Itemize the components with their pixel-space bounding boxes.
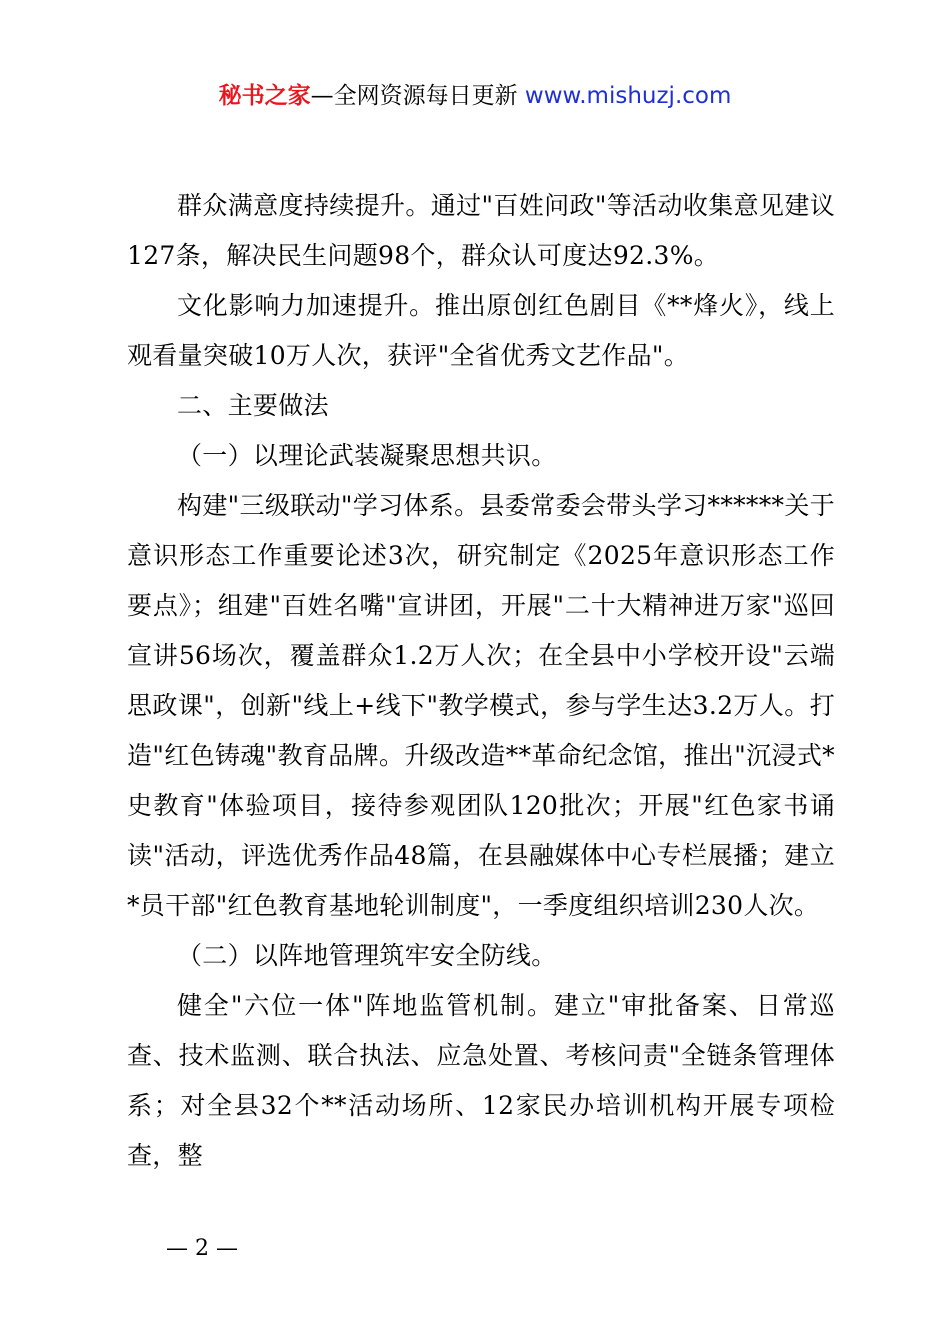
site-brand: 秘书之家 (218, 83, 311, 109)
paragraph-satisfaction: 群众满意度持续提升。通过"百姓问政"等活动收集意见建议127条，解决民生问题98个，群众认可度达92.3%。 (127, 191, 835, 270)
paragraph-supervision: 健全"六位一体"阵地监管机制。建立"审批备案、日常巡查、技术监测、联合执法、应急处置、考核问责"全链条管理体系；对全县32个**活动场所、12家民办培训机构开展专项检查，整 (127, 991, 835, 1170)
page-number: — 2 — (166, 1236, 238, 1261)
section-heading-main-practices: 二、主要做法 (177, 391, 329, 420)
subsection-heading-theory: （一）以理论武装凝聚思想共识。 (177, 441, 557, 470)
paragraph-learning-system: 构建"三级联动"学习体系。县委常委会带头学习******关于意识形态工作重要论述3次，研究制定《2025年意识形态工作要点》；组建"百姓名嘴"宣讲团，开展"二十大精神进万家"巡回宣讲56场次，覆盖群众1.2万人次；在全县中小学校开设"云端思政课"，创新"线上+线下"教学模式，参与学生达3.2万人。打造"红色铸魂"教育品牌。升级改造**革命纪念馆，推出"沉浸式*史教育"体验项目，接待参观团队120批次；开展"红色家书诵读"活动，评选优秀作品48篇，在县融媒体中心专栏展播；建立*员干部"红色教育基地轮训制度"，一季度组织培训230人次。 (127, 491, 835, 920)
site-url-link[interactable]: www.mishuzj.com (524, 83, 732, 109)
site-header (0, 80, 950, 112)
paragraph-culture: 文化影响力加速提升。推出原创红色剧目《**烽火》，线上观看量突破10万人次，获评"全省优秀文艺作品"。 (127, 291, 835, 370)
subsection-heading-position-management: （二）以阵地管理筑牢安全防线。 (177, 941, 557, 970)
site-slogan: —全网资源每日更新 (310, 83, 525, 109)
document-body (127, 181, 835, 1181)
